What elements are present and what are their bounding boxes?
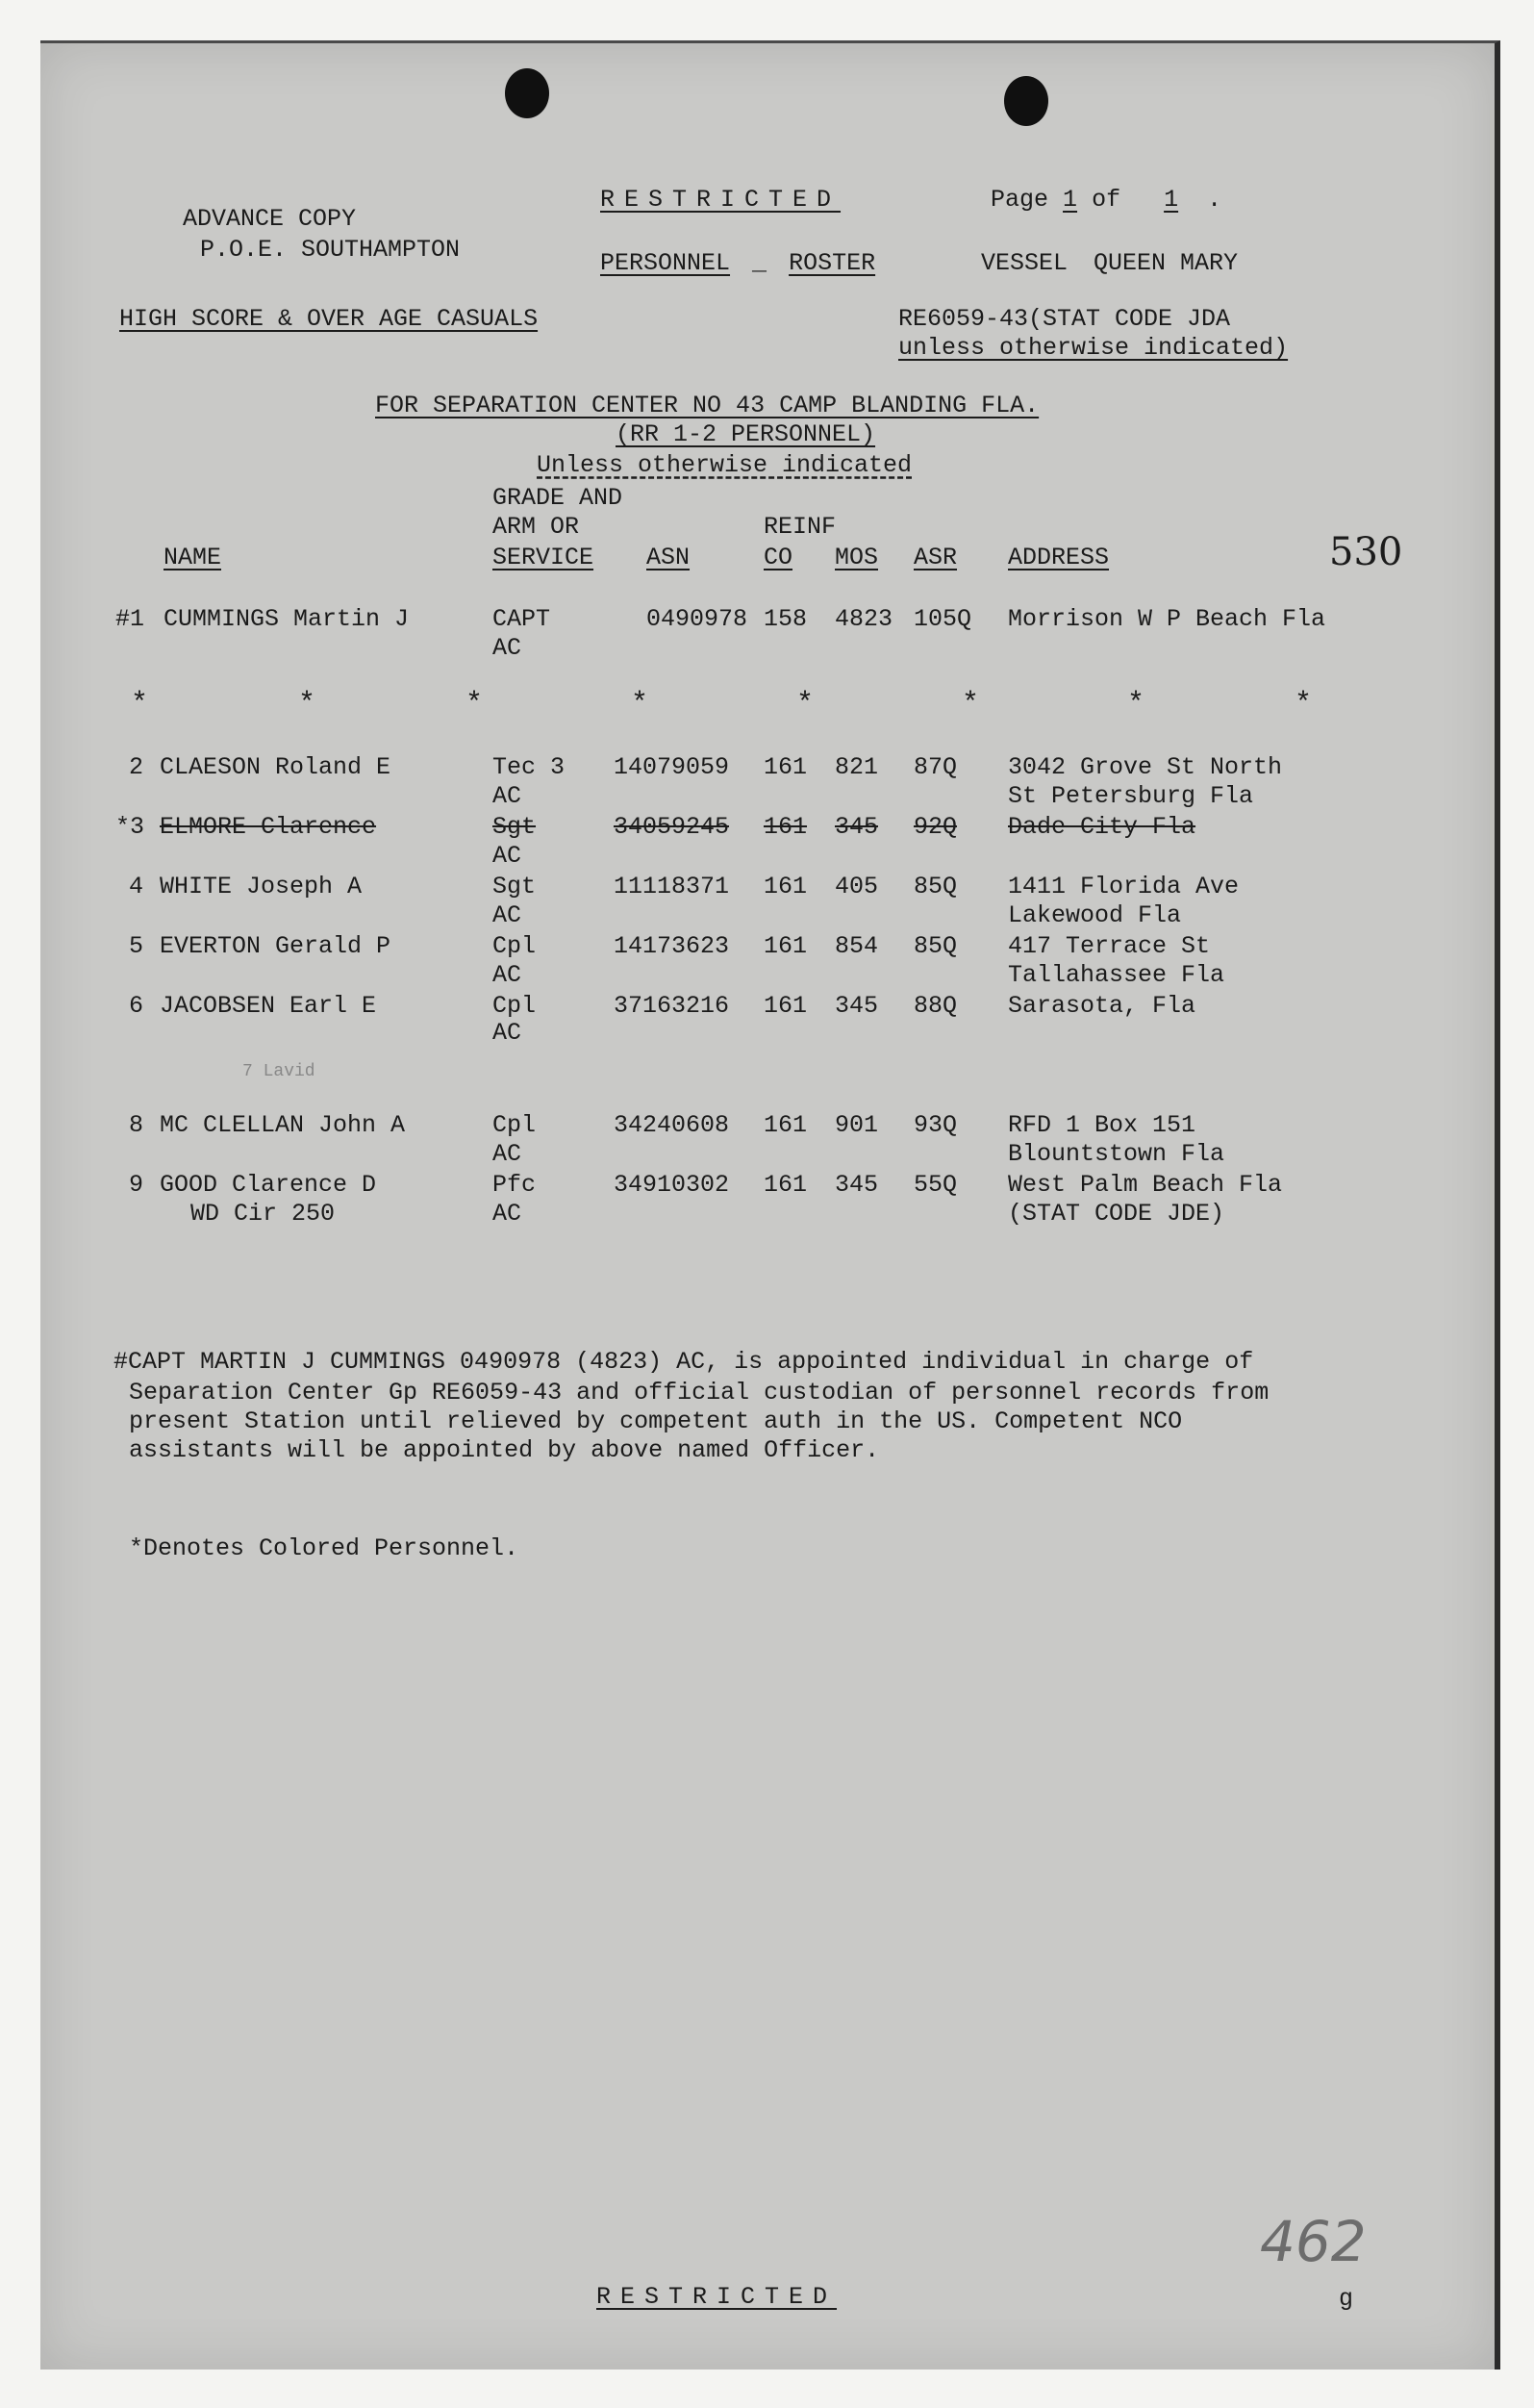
row-co: 161 [764, 1111, 808, 1139]
page-indicator: Page 1 of 1 . [991, 186, 1222, 214]
row-address: West Palm Beach Fla [1008, 1171, 1283, 1199]
row-name: CUMMINGS Martin J [163, 605, 410, 633]
row-name: GOOD Clarence D [160, 1171, 377, 1199]
col-reinf-line2: CO [764, 544, 793, 571]
destination-title: FOR SEPARATION CENTER NO 43 CAMP BLANDING FLA. [375, 392, 1040, 419]
row-asn: 11118371 [614, 873, 730, 900]
col-grade-line3: SERVICE [492, 544, 594, 571]
punch-hole-right [1004, 76, 1048, 126]
row-number: 2 [129, 753, 144, 781]
row-mos: 821 [835, 753, 879, 781]
row-co: 161 [764, 932, 808, 960]
corner-mark: g [1339, 2285, 1354, 2313]
row-asn: 34910302 [614, 1171, 730, 1199]
row-mos: 901 [835, 1111, 879, 1139]
colored-personnel-note: *Denotes Colored Personnel. [129, 1534, 519, 1562]
row-number: #1 [115, 605, 145, 633]
row-grade: Cpl [492, 1111, 537, 1139]
document-page: ADVANCE COPY P.O.E. SOUTHAMPTON RESTRICTED PERSONNEL _ ROSTER Page 1 of 1 . VESSEL QUEEN MARY HIGH SCORE & OVER AGE CASUALS RE6059-43(STAT CODE JDA unless otherwise indicated) FOR SEPARATION CENTER NO 43 CAMP BLANDING FLA. (RR 1-2 PERSONNEL) Unless otherwise indicated 530 GRADE AND ARM OR SERVICE NAME ASN REINF CO MOS ASR ADDRESS #1 CUMMINGS Martin J CAPT AC 0490978 158 4823 105Q Morrison W P Beach Fla * * * * * * * * 2 CLAESON Roland E Tec 3 AC 14079059 161 821 87Q 3042 Grove St North St Petersburg Fla *3 ELMORE Clarence Sgt AC 34059245 161 345 92Q Dade City Fla 4 WHITE Joseph A Sgt AC 11118371 161 405 85Q 1411 Florida Ave Lakewood Fla 5 EVERTON Gerald P Cpl AC 14173623 161 854 85Q 417 Terrace St Tallahassee Fla 6 JACOBSEN Earl E Cpl AC 37163216 161 345 88Q Sarasota, Fla 7 Lavid 8 MC CLELLAN John A Cpl AC 34240608 161 901 93Q RFD 1 Box 151 Blountstown Fla 9 GOOD Clarence D WD Cir 250 Pfc AC 34910302 161 345 55Q West Palm Beach Fla (STAT CODE JDE) #CAPT MARTIN J CUMMINGS 0490978 (4823) AC, is appointed individual in charge of Separation Center Gp RE6059-43 and official custodian of personnel records from present Station until relieved by competent auth in the US. Competent NCO assistants will be appointed by above named Officer. *Denotes Colored Personnel. 462 RESTRICTED g [40, 40, 1500, 2370]
row-address-2: Blountstown Fla [1008, 1140, 1225, 1168]
row-grade: Cpl [492, 932, 537, 960]
unless-note: Unless otherwise indicated [537, 451, 913, 479]
row-address-2: St Petersburg Fla [1008, 782, 1254, 810]
note-line-4: assistants will be appointed by above named Officer. [129, 1436, 880, 1464]
code-line-1: RE6059-43(STAT CODE JDA [898, 305, 1231, 333]
row-asr: 93Q [914, 1111, 958, 1139]
row-mos: 4823 [835, 605, 893, 633]
row-address-2: (STAT CODE JDE) [1008, 1200, 1225, 1228]
vessel-label: VESSEL [981, 249, 1069, 277]
row-address: Sarasota, Fla [1008, 992, 1196, 1020]
poe-label: P.O.E. SOUTHAMPTON [200, 236, 461, 264]
row-number: 6 [129, 992, 144, 1020]
row-address-2: Tallahassee Fla [1008, 961, 1225, 989]
row-mos: 345 [835, 1171, 879, 1199]
row-asn: 0490978 [646, 605, 748, 633]
row-grade: CAPT [492, 605, 551, 633]
row-name: CLAESON Roland E [160, 753, 391, 781]
row-name: WHITE Joseph A [160, 873, 363, 900]
restricted-top: RESTRICTED [600, 186, 842, 214]
row-number: *3 [115, 813, 145, 841]
row-co: 161 [764, 1171, 808, 1199]
row-asn: 14173623 [614, 932, 730, 960]
page-label: Page [991, 186, 1049, 214]
page-of: of [1092, 186, 1121, 214]
restricted-bottom: RESTRICTED [596, 2283, 838, 2311]
group-title: HIGH SCORE & OVER AGE CASUALS [119, 305, 539, 333]
row-name: ELMORE Clarence [160, 813, 377, 841]
row-grade: Cpl [492, 992, 537, 1020]
note-line-3: present Station until relieved by competent auth in the US. Competent NCO [129, 1407, 1183, 1435]
page-total: 1 [1164, 186, 1179, 214]
row-arm: AC [492, 782, 522, 810]
row-asn: 34059245 [614, 813, 730, 841]
row-address: Dade City Fla [1008, 813, 1196, 841]
row-asr: 87Q [914, 753, 958, 781]
row-arm: AC [492, 842, 522, 870]
roster-title-right: ROSTER [789, 249, 876, 277]
rr-personnel: (RR 1-2 PERSONNEL) [616, 420, 876, 448]
note-line-2: Separation Center Gp RE6059-43 and official custodian of personnel records from [129, 1379, 1270, 1407]
col-mos: MOS [835, 544, 879, 571]
col-grade-line2: ARM OR [492, 513, 580, 541]
row-co: 161 [764, 992, 808, 1020]
row-arm: AC [492, 1140, 522, 1168]
code-line-2: unless otherwise indicated) [898, 334, 1289, 362]
row-asr: 55Q [914, 1171, 958, 1199]
row-grade: Pfc [492, 1171, 537, 1199]
row-address: RFD 1 Box 151 [1008, 1111, 1196, 1139]
erased-row: 7 Lavid [242, 1062, 315, 1081]
row-asr: 92Q [914, 813, 958, 841]
row-name: EVERTON Gerald P [160, 932, 391, 960]
page-number: 1 [1063, 186, 1078, 214]
row-asn: 37163216 [614, 992, 730, 1020]
row-mos: 854 [835, 932, 879, 960]
row-asn: 14079059 [614, 753, 730, 781]
punch-hole-left [505, 68, 549, 118]
roster-title: PERSONNEL _ ROSTER [600, 249, 876, 277]
row-asr: 88Q [914, 992, 958, 1020]
row-mos: 345 [835, 992, 879, 1020]
col-grade-line1: GRADE AND [492, 484, 623, 512]
row-number: 9 [129, 1171, 144, 1199]
col-asr: ASR [914, 544, 958, 571]
row-address: 417 Terrace St [1008, 932, 1211, 960]
stamp-number: 530 [1329, 530, 1403, 574]
row-co: 161 [764, 813, 808, 841]
col-asn: ASN [646, 544, 691, 571]
row-number: 8 [129, 1111, 144, 1139]
col-name: NAME [163, 544, 222, 571]
row-arm: AC [492, 961, 522, 989]
row-address: Morrison W P Beach Fla [1008, 605, 1326, 633]
row-number: 4 [129, 873, 144, 900]
row-co: 161 [764, 873, 808, 900]
row-address: 3042 Grove St North [1008, 753, 1283, 781]
row-asn: 34240608 [614, 1111, 730, 1139]
vessel-name: QUEEN MARY [1094, 249, 1239, 277]
roster-title-left: PERSONNEL [600, 249, 731, 277]
row-name: JACOBSEN Earl E [160, 992, 377, 1020]
row-asr: 85Q [914, 932, 958, 960]
col-address: ADDRESS [1008, 544, 1110, 571]
row-grade: Tec 3 [492, 753, 566, 781]
advance-copy-label: ADVANCE COPY [183, 205, 357, 233]
vessel-line [981, 249, 1238, 278]
row-grade: Sgt [492, 873, 537, 900]
col-reinf-line1: REINF [764, 513, 837, 541]
row-name-2: WD Cir 250 [190, 1200, 336, 1228]
row-mos: 345 [835, 813, 879, 841]
row-co: 158 [764, 605, 808, 633]
row-asr: 105Q [914, 605, 972, 633]
row-name: MC CLELLAN John A [160, 1111, 406, 1139]
row-grade: Sgt [492, 813, 537, 841]
row-asr: 85Q [914, 873, 958, 900]
handwritten-number: 462 [1260, 2209, 1367, 2274]
note-line-1: #CAPT MARTIN J CUMMINGS 0490978 (4823) AC, is appointed individual in charge of [113, 1348, 1254, 1376]
row-co: 161 [764, 753, 808, 781]
row-arm: AC [492, 1200, 522, 1228]
row-address-2: Lakewood Fla [1008, 901, 1182, 929]
row-arm: AC [492, 901, 522, 929]
row-number: 5 [129, 932, 144, 960]
row-arm: AC [492, 1019, 522, 1047]
row-mos: 405 [835, 873, 879, 900]
row-address: 1411 Florida Ave [1008, 873, 1240, 900]
row-arm: AC [492, 634, 522, 662]
